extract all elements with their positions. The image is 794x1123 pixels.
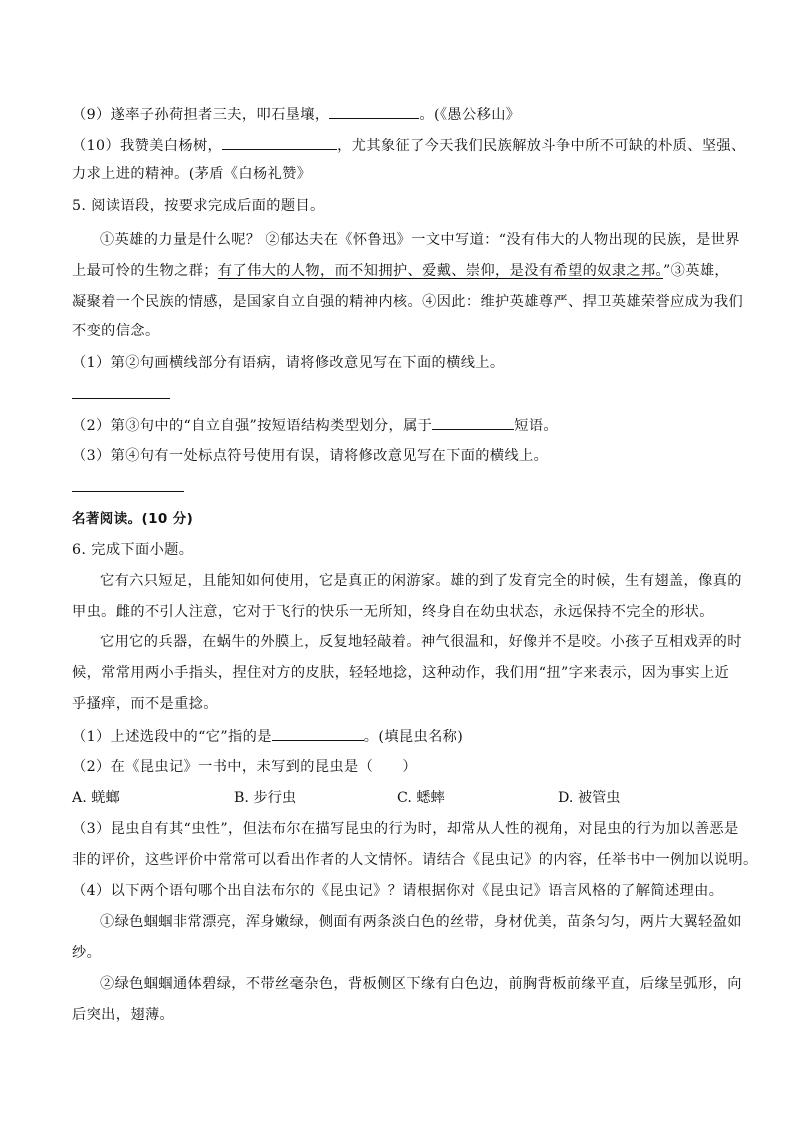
- q6-sentence-1-cont: 纱。: [72, 945, 102, 961]
- option-c[interactable]: C. 蟋蟀: [397, 790, 445, 806]
- q4-item-9-source: 。(《愚公移山》: [419, 107, 521, 123]
- answer-blank[interactable]: [432, 415, 514, 430]
- q5-passage-text: 上最可怜的生物之群；: [72, 263, 218, 279]
- q6-title: 6. 完成下面小题。: [72, 542, 194, 558]
- q4-item-10-text: （10）我赞美白杨树，: [72, 138, 223, 154]
- q5-sub3: （3）第④句有一处标点符号使用有误，请将修改意见写在下面的横线上。: [72, 448, 549, 464]
- q6-sub1-text: （1）上述选段中的“它”指的是: [72, 729, 272, 745]
- q5-passage-line: 凝聚着一个民族的情感，是国家自立自强的精神内核。④因此：维护英雄尊严、捍卫英雄荣誉应成为我们: [72, 294, 744, 310]
- q4-item-9: [72, 104, 520, 125]
- q5-passage-line: 不变的信念。: [72, 323, 160, 339]
- answer-blank[interactable]: [329, 104, 419, 119]
- q5-sub1-answer-line[interactable]: [72, 398, 170, 399]
- q5-title: 5. 阅读语段，按要求完成后面的题目。: [72, 198, 325, 214]
- q6-sub3-line: 非的评价，这些评价中常常可以看出作者的人文情怀。请结合《昆虫记》的内容，任举书中一例加以说明。: [72, 852, 758, 868]
- q6-sub1-text-2: 。(填昆虫名称): [363, 729, 464, 745]
- q6-passage-line: 甲虫。雌的不引人注意，它对于飞行的快乐一无所知，终身自在幼虫状态，永远保持不完全的形状。: [72, 604, 714, 620]
- answer-blank[interactable]: [222, 135, 337, 150]
- q6-passage-line: 它用它的兵器，在蜗牛的外膜上，反复地轻敲着。神气很温和，好像并不是咬。小孩子互相戏弄的时: [100, 634, 742, 650]
- q6-sentence-1: ①绿色蝈蝈非常漂亮，浑身嫩绿，侧面有两条淡白色的丝带，身材优美，苗条匀匀，两片大翼轻盈如: [100, 914, 742, 930]
- q6-sentence-2-cont: 后突出，翅薄。: [72, 1007, 175, 1023]
- q4-item-10-cont: 力求上进的精神。(茅盾《白杨礼赞》: [72, 166, 312, 182]
- q6-sub2: （2）在《昆虫记》一书中，未写到的昆虫是（ ）: [72, 759, 417, 775]
- q6-passage-line: 它有六只短足，且能知如何使用，它是真正的闲游家。雄的到了发育完全的时候，生有翅盖，像真的: [100, 573, 742, 589]
- q6-passage-line: 候，常常用两小手指头，捏住对方的皮肤，轻轻地捻，这种动作，我们用“扭”字来表示，因为事实上近: [72, 665, 730, 681]
- q6-passage-line: 乎搔痒，而不是重捻。: [72, 696, 218, 712]
- q5-sub3-answer-line[interactable]: [72, 491, 184, 492]
- q4-item-10-text-2: ，尤其象征了今天我们民族解放斗争中所不可缺的朴质、坚强、: [337, 138, 746, 154]
- q4-item-9-text: （9）遂率子孙荷担者三夫，叩石垦壤，: [72, 107, 330, 123]
- q5-sub2: [72, 415, 558, 436]
- section-title: 名著阅读。(10 分): [72, 511, 194, 527]
- q5-passage-line: ①英雄的力量是什么呢？ ②郁达夫在《怀鲁迅》一文中写道：“没有伟大的人物出现的民族，是世界: [100, 232, 740, 248]
- q5-underlined-sentence: 有了伟大的人物，而不知拥护、爱戴、崇仰，是没有希望的奴隶之邦。: [217, 263, 664, 279]
- q5-sub1: （1）第②句画横线部分有语病，请将修改意见写在下面的横线上。: [72, 355, 505, 371]
- q5-passage-line: [72, 261, 729, 281]
- option-d[interactable]: D. 被管虫: [558, 790, 621, 806]
- option-b[interactable]: B. 步行虫: [234, 790, 297, 806]
- q4-item-10: [72, 135, 746, 156]
- q6-sub3-line: （3）昆虫自有其“虫性”，但法布尔在描写昆虫的行为时，却常从人性的视角，对昆虫的行为加以善恶是: [72, 821, 739, 837]
- q6-sub4: （4）以下两个语句哪个出自法布尔的《昆虫记》？请根据你对《昆虫记》语言风格的了解简述理由。: [72, 883, 724, 899]
- q6-sentence-2: ②绿色蝈蝈通体碧绿，不带丝毫杂色，背板侧区下缘有白色边，前胸背板前缘平直，后缘呈弧形，向: [100, 976, 742, 992]
- q6-sub1: [72, 726, 463, 747]
- q5-sub2-text: （2）第③句中的“自立自强”按短语结构类型划分，属于: [72, 418, 433, 434]
- q5-passage-text: ”③英雄，: [663, 263, 730, 279]
- answer-blank[interactable]: [272, 726, 364, 741]
- option-a[interactable]: A. 蜣螂: [72, 790, 120, 806]
- q5-sub2-text-2: 短语。: [514, 418, 559, 434]
